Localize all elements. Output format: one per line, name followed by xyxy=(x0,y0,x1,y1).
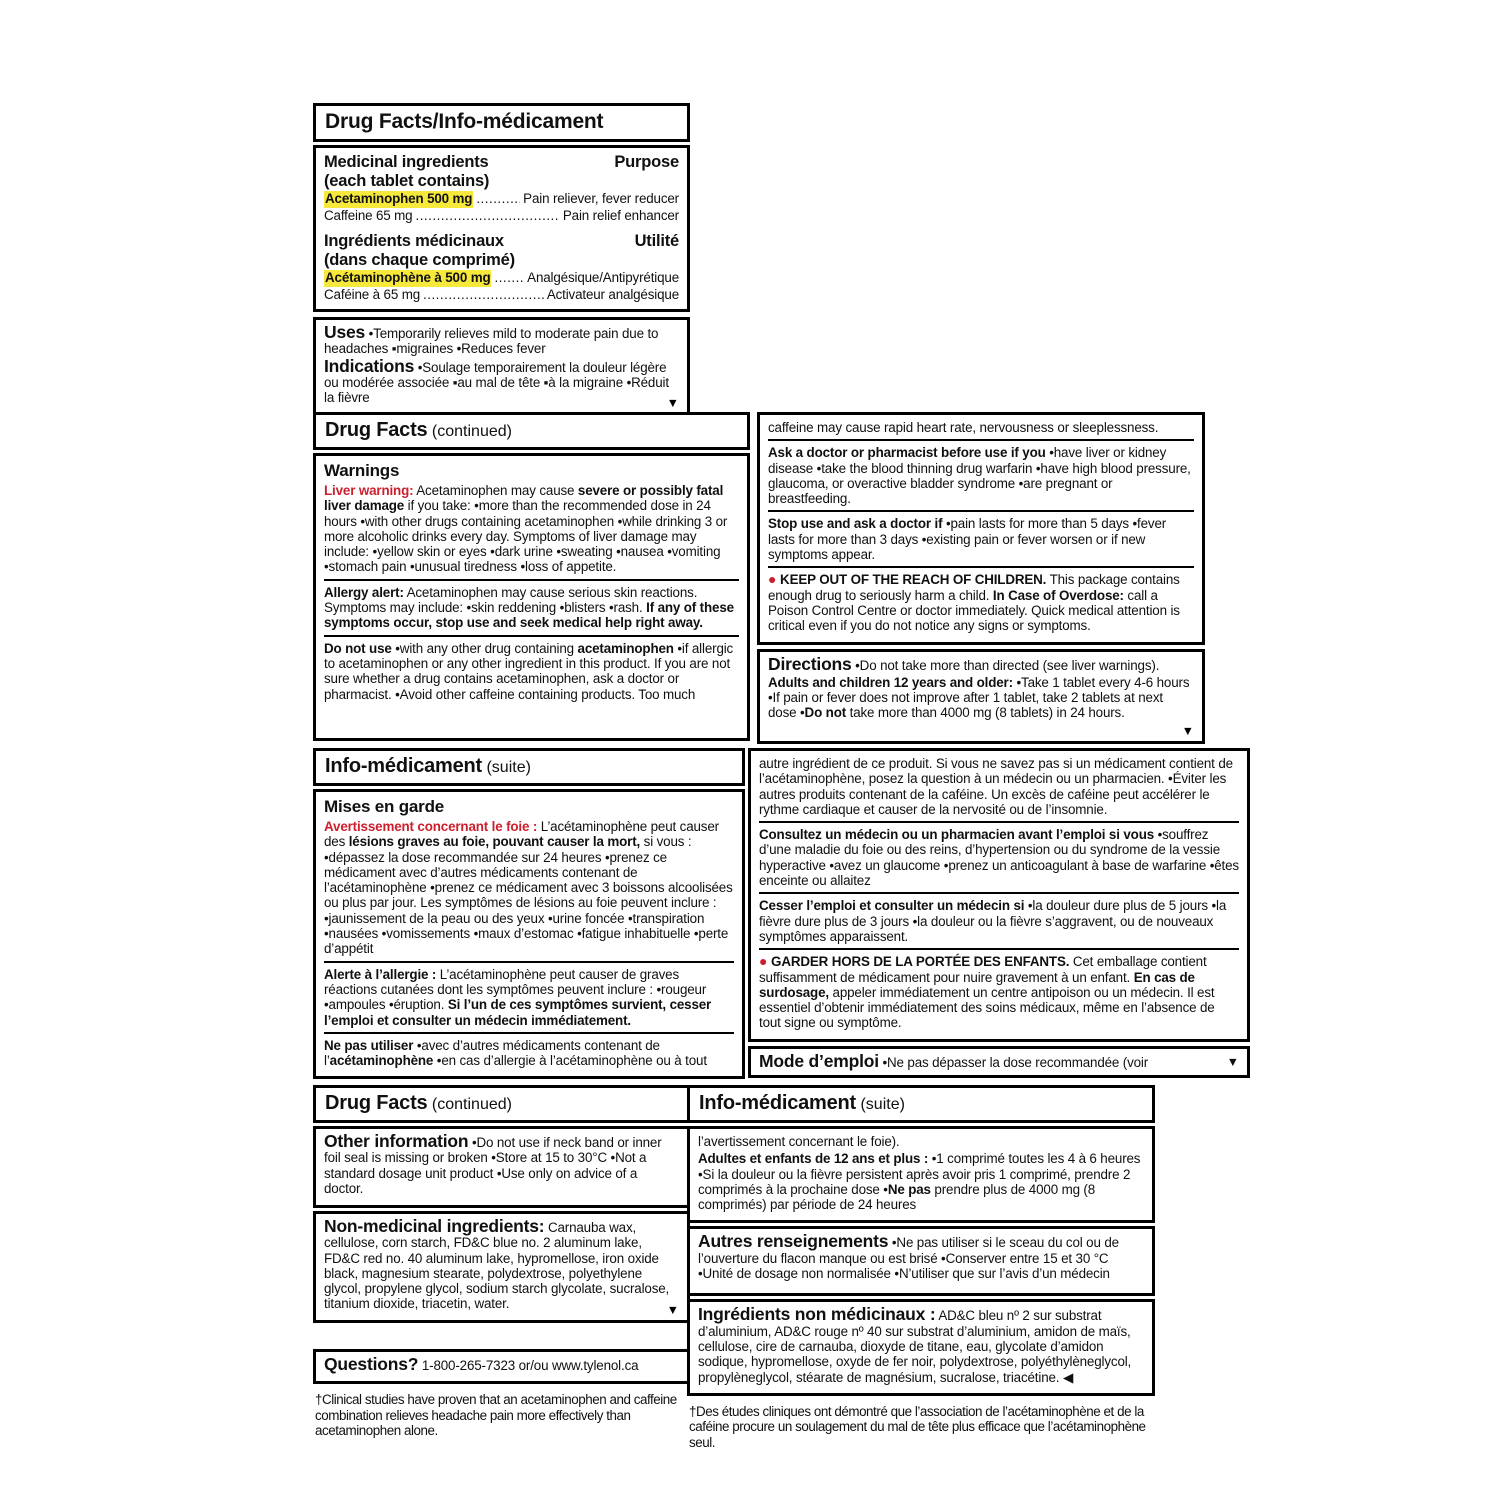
uses-paragraph: Uses •Temporarily relieves mild to moderate pain due to headaches ▪migraines •Reduces fever xyxy=(324,322,659,357)
dot-leader xyxy=(423,287,544,304)
medicinal-ingredients-heading-row xyxy=(324,153,679,172)
section-divider xyxy=(768,566,1194,568)
panel-drug-facts-continued-right xyxy=(757,412,1205,744)
panel-drug-facts-bottom-left xyxy=(313,1085,690,1439)
other-information-section xyxy=(313,1126,690,1208)
continue-down-arrow-icon: ▼ xyxy=(1181,723,1194,738)
ingredient-name: Caffeine 65 mg xyxy=(324,207,413,223)
utilite-label: Utilité xyxy=(634,232,679,250)
ingredient-name-highlighted: Acetaminophen 500 mg xyxy=(325,191,473,206)
purpose-label: Purpose xyxy=(614,153,679,171)
liver-warning-paragraph: Liver warning: Acetaminophen may cause severe or possibly fatal liver damage if you take: •more than the recommended dose in 24 hours •with other drugs containing acetaminophen •while drinking 3 or more alcoholic drinks every day. Symptoms of liver damage may include: •yellow skin or eyes •dark urine •sweating •nausea •vomiting •stomach pain •unusual tiredness •loss of appetite. xyxy=(324,483,728,575)
medicinal-ingredients-section xyxy=(313,145,690,312)
consultez-medecin-paragraph: Consultez un médecin ou un pharmacien avant l’emploi si vous •souffrez d’une maladie du foie ou des reins, d’hypertension ou du syndrome de la vessie hyperactive •avez un glaucome •prenez un anticoagulant à base de warfarine •êtes enceinte ou allaitez xyxy=(759,827,1239,889)
ingredient-name: Caféine à 65 mg xyxy=(324,286,421,302)
ingredients-medicinaux-title: Ingrédients médicinaux xyxy=(324,232,504,250)
panel-info-medicament-right xyxy=(748,748,1250,1078)
ingredient-purpose: Activateur analgésique xyxy=(546,286,679,302)
header-rest: (suite) xyxy=(482,759,531,776)
continue-down-arrow-icon: ▼ xyxy=(1226,1054,1239,1069)
dot-leader xyxy=(415,208,559,225)
warnings-title: Warnings xyxy=(324,461,400,480)
questions-section xyxy=(313,1349,690,1384)
section-divider xyxy=(759,892,1239,894)
avertissement-foie-paragraph: Avertissement concernant le foie : L’acétaminophène peut causer des lésions graves au foie, pouvant causer la mort, si vous : •dépassez la dose recommandée sur 24 heures •prenez ce médicament avec d’autres médicaments contenant de l’acétaminophène •prenez ce médicament avec 3 boissons alcoolisées ou plus par jour. Les symptômes de lésions au foie peuvent inclure : •jaunissement de la peau ou des yeux •urine foncée •transpiration •nausées •vomissements •maux d’estomac •fatigue inhabituelle •perte d’appétit xyxy=(324,819,733,957)
header-title: Drug Facts/Info-médicament xyxy=(325,110,604,133)
panel-drug-facts-continued-left xyxy=(313,412,750,741)
avertissement-continuation-paragraph: l’avertissement concernant le foie). xyxy=(698,1134,900,1149)
warnings-section xyxy=(313,453,750,741)
header-bold: Info-médicament xyxy=(325,755,483,777)
drug-facts-bilingual-header xyxy=(313,103,690,142)
directions-paragraph: Directions •Do not take more than directed (see liver warnings). xyxy=(768,653,1160,674)
section-divider xyxy=(324,1032,734,1034)
section-divider xyxy=(324,579,739,581)
other-information-paragraph: Other information •Do not use if neck band or inner foil seal is missing or broken •Store at 15 to 30°C •Not a standard dosage unit product •Use only on advice of a doctor. xyxy=(324,1131,662,1196)
ingredient-purpose: Pain relief enhancer xyxy=(562,207,679,223)
indications-paragraph: Indications •Soulage temporairement la douleur légère ou modérée associée ▪au mal de tête ▪à la migraine •Réduit la fièvre xyxy=(324,355,669,406)
alerte-allergie-paragraph: Alerte à l’allergie : L’acétaminophène peut causer de graves réactions cutanées dont les symptômes peuvent inclure : •rougeur •ampoules •éruption. Si l’un de ces symptômes survient, cesser l’emploi et consulter un médecin immédiatement. xyxy=(324,966,712,1028)
ingredient-purpose: Pain reliever, fever reducer xyxy=(523,191,679,206)
panel-info-medicament-bottom-right xyxy=(687,1085,1155,1450)
info-medicament-suite-header xyxy=(313,748,745,786)
panel-info-medicament-left xyxy=(313,748,745,1079)
mode-emploi-section xyxy=(748,1046,1250,1078)
questions-paragraph: Questions? 1-800-265-7323 or/ou www.tylenol.ca xyxy=(324,1353,639,1374)
mode-emploi-paragraph: Mode d’emploi •Ne pas dépasser la dose recommandée (voir xyxy=(759,1050,1149,1071)
ask-doctor-paragraph: Ask a doctor or pharmacist before use if you •have liver or kidney disease •take the blood thinning drug warfarin •have high blood pressure, glaucoma, or overactive bladder syndrome •are pregnant or breastfeeding. xyxy=(768,445,1191,507)
section-divider xyxy=(759,821,1239,823)
do-not-use-paragraph: Do not use •with any other drug containing acetaminophen •if allergic to acetaminophen or any other ingredient in this product. If you are not sure whether a drug contains acetaminophen, ask a doctor or pharmacist. •Avoid other caffeine containing products. Too much xyxy=(324,640,734,702)
ingredients-medicinaux-heading-row xyxy=(324,232,679,251)
panel-drug-facts-top xyxy=(313,103,690,416)
mode-emploi-continued-section xyxy=(687,1126,1155,1223)
directions-dosage-paragraph: Adults and children 12 years and older: •Take 1 tablet every 4-6 hours •If pain or fever does not improve after 1 tablet, take 2 tablets at next dose •Do not take more than 4000 mg (8 tablets) in 24 hours. xyxy=(768,674,1190,721)
continue-down-arrow-icon: ▼ xyxy=(666,1302,679,1317)
header-bold: Drug Facts xyxy=(325,1092,428,1114)
stop-use-paragraph: Stop use and ask a doctor if •pain lasts for more than 5 days •fever lasts for more than 3 days •existing pain or fever worsen or if new symptoms appear. xyxy=(768,516,1167,563)
section-divider xyxy=(768,510,1194,512)
dot-leader xyxy=(494,270,524,287)
mises-en-garde-continued-section xyxy=(748,748,1250,1042)
dans-chaque-comprime: (dans chaque comprimé) xyxy=(324,250,515,269)
continuation-paragraph: autre ingrédient de ce produit. Si vous ne savez pas si un médicament contient de l’acétaminophène, posez la question à un médecin ou un pharmacien. •Éviter les autres produits contenant de la caféine. Un excès de caféine peut accélérer le rythme cardiaque et causer de la nervosité ou de l’insomnie. xyxy=(759,756,1233,817)
dot-leader xyxy=(476,191,520,208)
ingredients-non-medicinaux-section xyxy=(687,1299,1155,1395)
section-divider xyxy=(324,635,739,637)
drug-facts-continued-header xyxy=(313,1085,690,1123)
ingredient-row xyxy=(324,270,679,287)
drug-facts-continued-header xyxy=(313,412,750,450)
allergy-alert-paragraph: Allergy alert: Acetaminophen may cause serious skin reactions. Symptoms may include: •skin reddening •blisters •rash. If any of these symptoms occur, stop use and seek medical help right away. xyxy=(324,584,734,631)
directions-section xyxy=(757,649,1205,744)
ingredient-row xyxy=(324,287,679,304)
ingredient-row xyxy=(324,191,679,208)
clinical-studies-footnote-fr: †Des études cliniques ont démontré que l’association de l’acétaminophène et de la caféine procure un soulagement du mal de tête plus efficace que l’acétaminophène seul. xyxy=(689,1403,1146,1450)
header-rest: (continued) xyxy=(427,1096,512,1113)
mises-en-garde-section xyxy=(313,789,745,1079)
header-rest: (continued) xyxy=(427,423,512,440)
ingredient-purpose: Analgésique/Antipyrétique xyxy=(527,270,679,285)
non-medicinal-ingredients-section xyxy=(313,1211,690,1323)
autres-renseignements-paragraph: Autres renseignements •Ne pas utiliser si le sceau du col ou de l’ouverture du flacon manque ou est brisé •Conserver entre 15 et 30 °C •Unité de dosage non normalisée •N’utiliser que sur l’avis d’un médecin xyxy=(698,1231,1119,1282)
keep-out-of-reach-paragraph: ● KEEP OUT OF THE REACH OF CHILDREN. This package contains enough drug to seriously harm a child. In Case of Overdose: call a Poison Control Centre or doctor immediately. Quick medical attention is critical even if you do not notice any signs or symptoms. xyxy=(768,571,1180,634)
warnings-continued-section xyxy=(757,412,1205,645)
section-divider xyxy=(759,948,1239,950)
continue-down-arrow-icon: ▼ xyxy=(666,396,679,411)
cesser-emploi-paragraph: Cesser l’emploi et consulter un médecin si •la douleur dure plus de 5 jours •la fièvre dure plus de 3 jours •la douleur ou la fièvre s’aggravent, ou de nouveaux symptômes apparaissent. xyxy=(759,898,1227,944)
garder-hors-portee-paragraph: ● GARDER HORS DE LA PORTÉE DES ENFANTS. Cet emballage contient suffisamment de médicament pour nuire gravement à un enfant. En cas de surdosage, appeler immédiatement un centre antipoison ou un médecin. Il est essentiel d’obtenir immédiatement des soins médicaux, même en l’absence de tout signe ou symptôme. xyxy=(759,953,1215,1031)
uses-indications-section xyxy=(313,317,690,416)
header-bold: Drug Facts xyxy=(325,419,428,441)
clinical-studies-footnote-en: †Clinical studies have proven that an acetaminophen and caffeine combination relieves headache pain more effectively than acetaminophen alone. xyxy=(315,1392,677,1439)
ingredient-row xyxy=(324,208,679,225)
header-rest: (suite) xyxy=(856,1096,905,1113)
header-bold: Info-médicament xyxy=(699,1092,857,1114)
autres-renseignements-section xyxy=(687,1226,1155,1296)
section-divider xyxy=(768,439,1194,441)
adultes-dosage-paragraph: Adultes et enfants de 12 ans et plus : •1 comprimé toutes les 4 à 6 heures •Si la douleur ou la fièvre persistent après avoir pris 1 comprimé, prendre 2 comprimés à la prochaine dose •Ne pas prendre plus de 4000 mg (8 comprimés) par période de 24 heures xyxy=(698,1151,1141,1213)
ingredient-name-highlighted: Acétaminophène à 500 mg xyxy=(325,270,491,285)
ingredients-non-medicinaux-paragraph: Ingrédients non médicinaux : AD&C bleu nº 2 sur substrat d’aluminium, AD&C rouge nº 40 sur substrat d’aluminium, amidon de maïs, cellulose, cire de carnauba, dioxyde de titane, eau, glycolate d’amidon sodique, hypromellose, oxyde de fer noir, polydextrose, polyéthylèneglycol, propylèneglycol, stéarate de magnésium, sucralose, triacétine. ◀ xyxy=(698,1304,1132,1385)
caffeine-continuation-paragraph: caffeine may cause rapid heart rate, nervousness or sleeplessness. xyxy=(768,420,1159,435)
info-medicament-suite-header xyxy=(687,1085,1155,1123)
non-medicinal-ingredients-paragraph: Non-medicinal ingredients: Carnauba wax, cellulose, corn starch, FD&C blue no. 2 aluminum lake, FD&C red no. 40 aluminum lake, hypromellose, iron oxide black, magnesium stearate, polydextrose, polyethylene glycol, propylene glycol, sodium starch glycolate, sucralose, titanium dioxide, triacetin, water. xyxy=(324,1216,670,1312)
ne-pas-utiliser-paragraph: Ne pas utiliser •avec d’autres médicaments contenant de l’acétaminophène •en cas d’allergie à l’acétaminophène ou à tout xyxy=(324,1037,707,1069)
each-tablet-contains: (each tablet contains) xyxy=(324,171,490,190)
section-divider xyxy=(324,961,734,963)
mises-en-garde-title: Mises en garde xyxy=(324,797,445,816)
medicinal-ingredients-title: Medicinal ingredients xyxy=(324,153,489,171)
